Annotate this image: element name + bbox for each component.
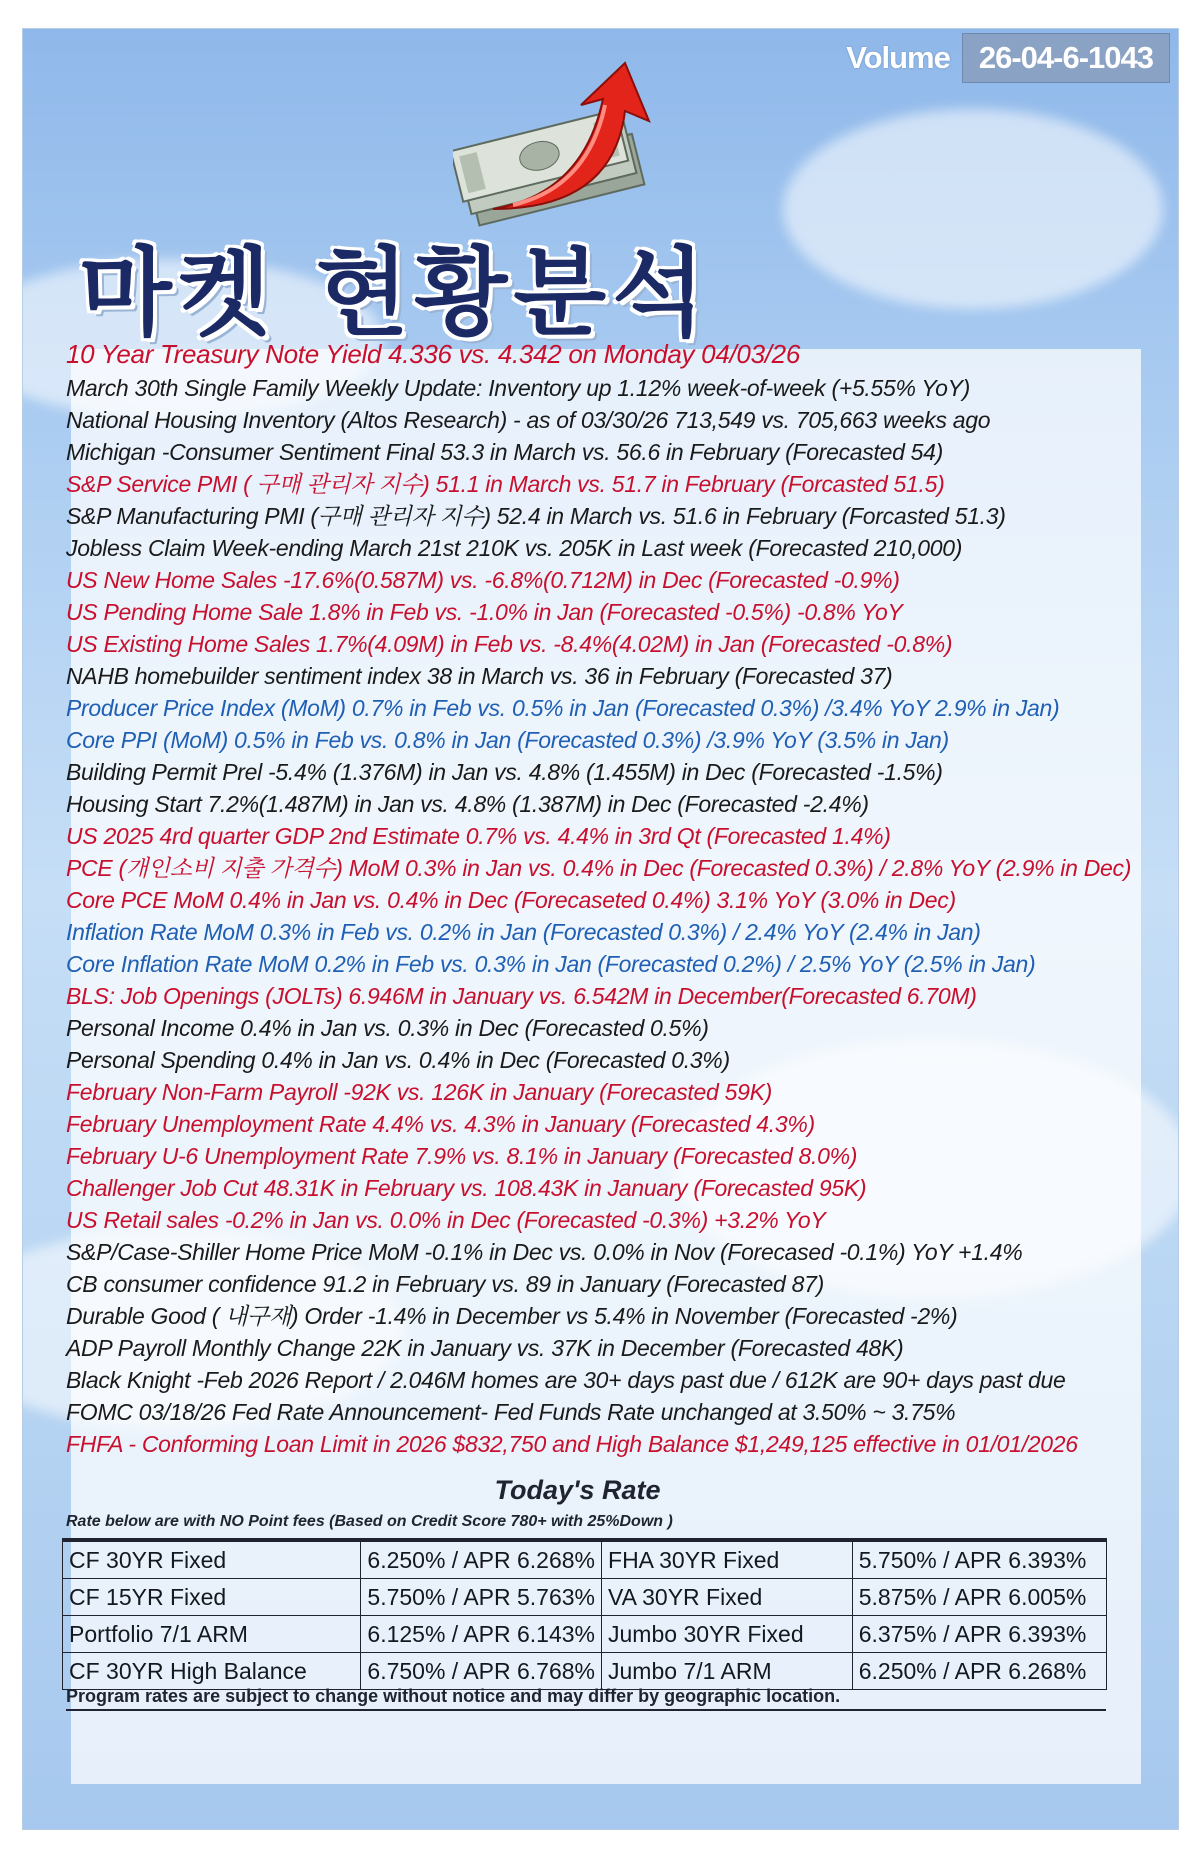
news-line: Housing Start 7.2%(1.487M) in Jan vs. 4.8% (1.387M) in Dec (Forecasted -2.4%) — [66, 791, 869, 817]
rate-row — [63, 1653, 1107, 1690]
money-arrow-illustration — [453, 59, 683, 229]
news-line: Core PCE MoM 0.4% in Jan vs. 0.4% in Dec (Forecaseted 0.4%) 3.1% YoY (3.0% in Dec) — [66, 887, 956, 913]
rate-value: 6.250% / APR 6.268% — [361, 1540, 602, 1579]
news-line: Michigan -Consumer Sentiment Final 53.3 in March vs. 56.6 in February (Forecasted 54) — [66, 439, 944, 465]
news-line: US 2025 4rd quarter GDP 2nd Estimate 0.7% vs. 4.4% in 3rd Qt (Forecasted 1.4%) — [66, 823, 891, 849]
news-line: Jobless Claim Week-ending March 21st 210K vs. 205K in Last week (Forecasted 210,000) — [66, 535, 963, 561]
rate-program: CF 30YR High Balance — [63, 1653, 361, 1690]
volume-label: Volume — [846, 40, 950, 75]
news-line: National Housing Inventory (Altos Research) - as of 03/30/26 713,549 vs. 705,663 weeks ago — [66, 407, 991, 433]
news-line: 10 Year Treasury Note Yield 4.336 vs. 4.342 on Monday 04/03/26 — [66, 339, 800, 369]
rates-disclaimer: Program rates are subject to change without notice and may differ by geographic location. — [66, 1686, 1106, 1711]
rate-value: 6.125% / APR 6.143% — [361, 1616, 602, 1653]
rate-program: Jumbo 30YR Fixed — [602, 1616, 853, 1653]
news-line: Personal Income 0.4% in Jan vs. 0.3% in Dec (Forecasted 0.5%) — [66, 1015, 709, 1041]
news-line: Challenger Job Cut 48.31K in February vs. 108.43K in January (Forecasted 95K) — [66, 1175, 867, 1201]
news-line: US New Home Sales -17.6%(0.587M) vs. -6.8%(0.712M) in Dec (Forecasted -0.9%) — [66, 567, 900, 593]
news-line: February Unemployment Rate 4.4% vs. 4.3% in January (Forecasted 4.3%) — [66, 1111, 815, 1137]
news-line: BLS: Job Openings (JOLTs) 6.946M in January vs. 6.542M in December(Forecasted 6.70M) — [66, 983, 977, 1009]
news-line: ADP Payroll Monthly Change 22K in January vs. 37K in December (Forecasted 48K) — [66, 1335, 904, 1361]
news-line: US Existing Home Sales 1.7%(4.09M) in Feb vs. -8.4%(4.02M) in Jan (Forecasted -0.8%) — [66, 631, 953, 657]
news-line: Durable Good ( 내구재) Order -1.4% in December vs 5.4% in November (Forecasted -2%) — [66, 1303, 958, 1329]
news-line: Inflation Rate MoM 0.3% in Feb vs. 0.2% in Jan (Forecasted 0.3%) / 2.4% YoY (2.4% in Jan) — [66, 919, 981, 945]
cloud-decoration — [783, 109, 1163, 309]
news-line: Producer Price Index (MoM) 0.7% in Feb vs. 0.5% in Jan (Forecasted 0.3%) /3.4% YoY 2.9% in Jan) — [66, 695, 1060, 721]
news-line: Building Permit Prel -5.4% (1.376M) in Jan vs. 4.8% (1.455M) in Dec (Forecasted -1.5%) — [66, 759, 943, 785]
news-line: S&P/Case-Shiller Home Price MoM -0.1% in Dec vs. 0.0% in Nov (Forecased -0.1%) YoY +1.4% — [66, 1239, 1023, 1265]
rate-program: VA 30YR Fixed — [602, 1579, 853, 1616]
rate-value: 6.375% / APR 6.393% — [852, 1616, 1106, 1653]
news-line: Core PPI (MoM) 0.5% in Feb vs. 0.8% in Jan (Forecasted 0.3%) /3.9% YoY (3.5% in Jan) — [66, 727, 949, 753]
market-news-list — [66, 336, 1132, 1460]
volume-badge — [834, 33, 1170, 83]
rate-program: FHA 30YR Fixed — [602, 1540, 853, 1579]
news-line: FOMC 03/18/26 Fed Rate Announcement- Fed Funds Rate unchanged at 3.50% ~ 3.75% — [66, 1399, 956, 1425]
news-line: US Retail sales -0.2% in Jan vs. 0.0% in Dec (Forecasted -0.3%) +3.2% YoY — [66, 1207, 826, 1233]
news-line: US Pending Home Sale 1.8% in Feb vs. -1.0% in Jan (Forecasted -0.5%) -0.8% YoY — [66, 599, 903, 625]
page-title: 마켓 현황분석 — [79, 237, 711, 349]
news-line: Personal Spending 0.4% in Jan vs. 0.4% in Dec (Forecasted 0.3%) — [66, 1047, 730, 1073]
news-line: Black Knight -Feb 2026 Report / 2.046M homes are 30+ days past due / 612K are 90+ days past due — [66, 1367, 1066, 1393]
news-line: March 30th Single Family Weekly Update: Inventory up 1.12% week-of-week (+5.55% YoY) — [66, 375, 970, 401]
news-line: PCE (개인소비 지출 가격수) MoM 0.3% in Jan vs. 0.4% in Dec (Forecasted 0.3%) / 2.8% YoY (2.9% in Dec) — [66, 855, 1132, 881]
news-line: February Non-Farm Payroll -92K vs. 126K in January (Forecasted 59K) — [66, 1079, 772, 1105]
rates-title: Today's Rate — [494, 1475, 661, 1505]
news-line: S&P Manufacturing PMI (구매 관리자 지수) 52.4 in March vs. 51.6 in February (Forcasted 51.3) — [66, 503, 1006, 529]
rate-program: CF 30YR Fixed — [63, 1540, 361, 1579]
rate-value: 6.250% / APR 6.268% — [852, 1653, 1106, 1690]
news-line: S&P Service PMI ( 구매 관리자 지수) 51.1 in March vs. 51.7 in February (Forcasted 51.5) — [66, 471, 945, 497]
news-line: NAHB homebuilder sentiment index 38 in March vs. 36 in February (Forecasted 37) — [66, 663, 893, 689]
rate-value: 5.875% / APR 6.005% — [852, 1579, 1106, 1616]
news-line: Core Inflation Rate MoM 0.2% in Feb vs. 0.3% in Jan (Forecasted 0.2%) / 2.5% YoY (2.5% in Jan) — [66, 951, 1036, 977]
news-line: CB consumer confidence 91.2 in February vs. 89 in January (Forecasted 87) — [66, 1271, 824, 1297]
rates-note: Rate below are with NO Point fees (Based on Credit Score 780+ with 25%Down ) — [66, 1513, 673, 1530]
rate-program: Jumbo 7/1 ARM — [602, 1653, 853, 1690]
news-line: February U-6 Unemployment Rate 7.9% vs. 8.1% in January (Forecasted 8.0%) — [66, 1143, 858, 1169]
rate-program: Portfolio 7/1 ARM — [63, 1616, 361, 1653]
rates-table — [62, 1538, 1107, 1690]
rate-row — [63, 1579, 1107, 1616]
volume-value: 26-04-6-1043 — [962, 33, 1170, 83]
rate-value: 5.750% / APR 6.393% — [852, 1540, 1106, 1579]
rate-row — [63, 1616, 1107, 1653]
news-line: FHFA - Conforming Loan Limit in 2026 $832,750 and High Balance $1,249,125 effective in 01/01/2026 — [66, 1431, 1078, 1457]
rate-value: 6.750% / APR 6.768% — [361, 1653, 602, 1690]
rate-value: 5.750% / APR 5.763% — [361, 1579, 602, 1616]
rate-row — [63, 1540, 1107, 1579]
rate-program: CF 15YR Fixed — [63, 1579, 361, 1616]
